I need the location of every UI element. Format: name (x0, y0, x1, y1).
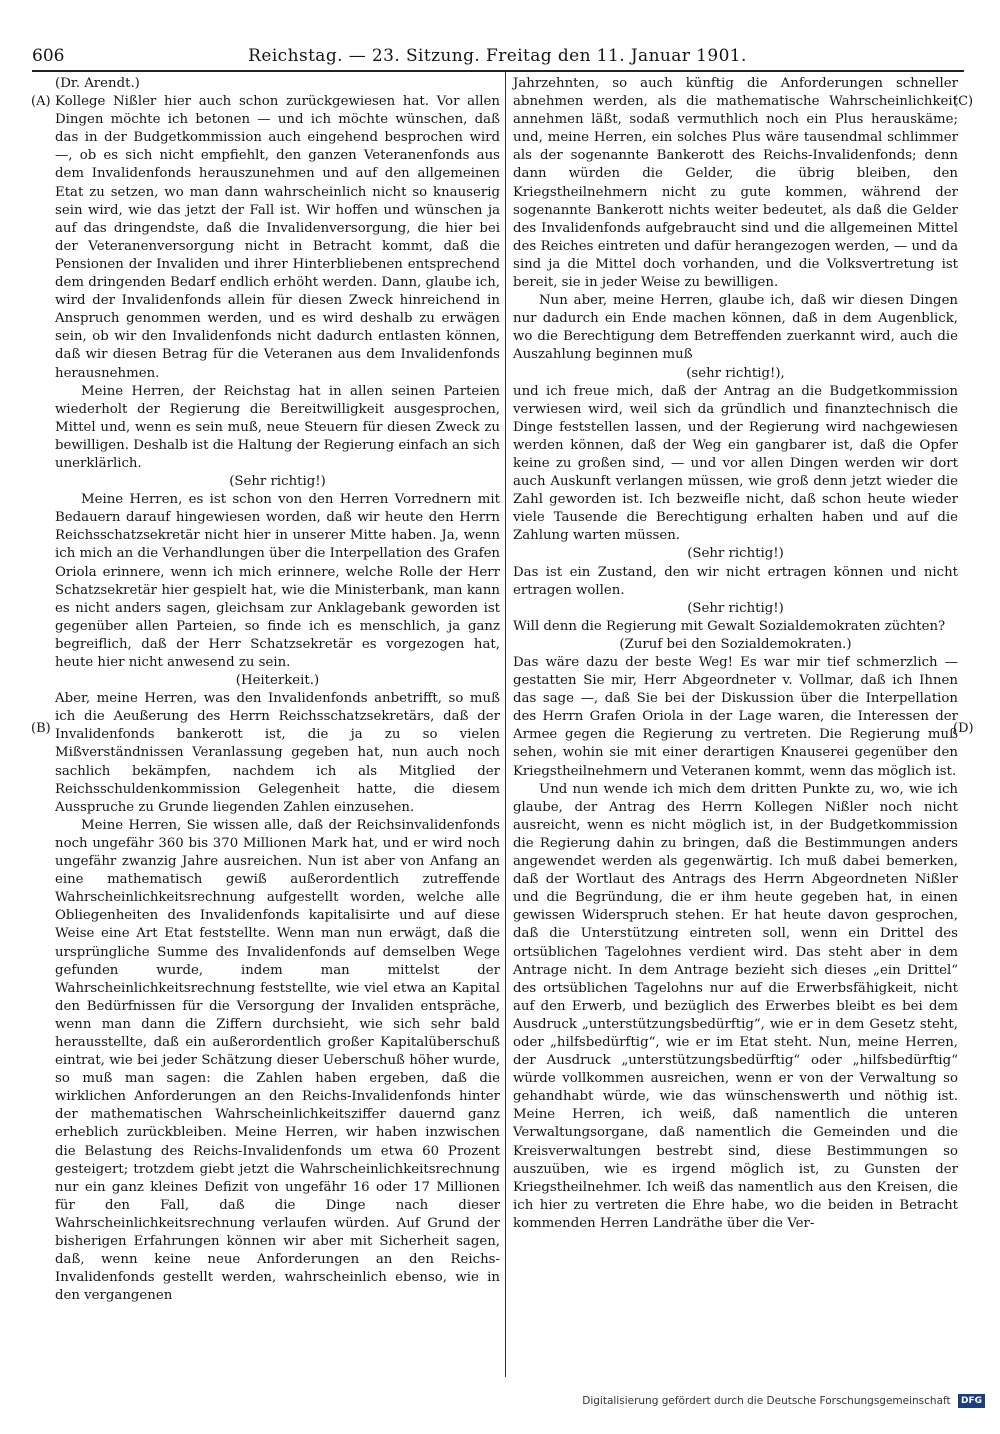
paragraph: Das ist ein Zustand, den wir nicht ertragen können und nicht ertragen wollen. (513, 564, 958, 598)
interjection: (Heiterkeit.) (235, 673, 320, 689)
credit-text: Digitalisierung gefördert durch die Deutsche Forschungsgemeinschaft (582, 1395, 951, 1407)
right-column (513, 75, 958, 1233)
left-column (55, 75, 500, 1305)
paragraph: Will denn die Regierung mit Gewalt Sozialdemokraten züchten? (513, 618, 946, 634)
paragraph: Aber, meine Herren, was den Invalidenfonds anbetrifft, so muß ich die Aeußerung des Herrn Reichsschatzsekretärs, daß der Invalidenfonds bankerott ist, die ja zu so vielen Mißverständnissen Veranlassung gegeben hat, nun auch noch sachlich bekämpfen, nachdem ich als Mitglied der Reichsschuldenkommission Gelegenheit hatte, die diesem Ausspruche zu Grunde liegenden Zahlen einzusehen. (55, 691, 500, 815)
page-header (30, 43, 965, 69)
interjection: (Sehr richtig!) (229, 474, 326, 490)
interjection: (Sehr richtig!) (687, 546, 784, 562)
margin-mark-a: (A) (31, 94, 51, 109)
margin-mark-c: (C) (953, 94, 974, 109)
paragraph: Meine Herren, es ist schon von den Herren Vorrednern mit Bedauern darauf hingewiesen worden, daß wir heute den Herrn Reichsschatzsekretär nicht hier in unserer Mitte haben. Ja, wenn ich mich an die Verhandlungen über die Interpellation des Grafen Oriola erinnere, wenn ich mich erinnere, welche Rolle der Herr Schatzsekretär hier gespielt hat, wie die Ministerbank, man kann es nicht anders sagen, gleichsam zur Anklagebank geworden ist gegenüber allen Parteien, so finde ich es menschlich, ja ganz begreiflich, daß der Herr Schatzsekretär es vorgezogen hat, heute hier nicht anwesend zu sein. (55, 492, 500, 670)
dfg-logo: DFG (958, 1394, 985, 1408)
margin-mark-b: (B) (31, 721, 51, 736)
paragraph: Meine Herren, Sie wissen alle, daß der Reichsinvalidenfonds noch ungefähr 360 bis 370 Millionen Mark hat, und er wird noch ungefähr zwanzig Jahre ausreichen. Nun ist aber von Anfang an eine mathematisch gewiß außerordentlich zutreffende Wahrscheinlichkeitsrechnung aufgestellt worden, welche alle Obliegenheiten des Invalidenfonds kapitalisirte und auf diese Weise eine Art Etat feststellte. Wenn man nun erwägt, daß die ursprüngliche Summe des Invalidenfonds auf demselben Wege gefunden wurde, indem man mittelst der Wahrscheinlichkeitsrechnung feststellte, wie viel etwa an Kapital den Bedürfnissen für die Versorgung der Invaliden entspräche, wenn man dann die Ziffern durchsieht, wie sich sehr bald herausstellte, daß ein außerordentlich großer Kapitalüberschuß eintrat, wie bei jeder Schätzung dieser Ueberschuß höher wurde, so muß man sagen: die Zahlen haben ergeben, daß die wirklichen Anforderungen an den Reichs-Invalidenfonds hinter der mathematischen Wahrscheinlichkeitsziffer dauernd ganz erheblich zurückbleiben. Meine Herren, wir haben inzwischen die Belastung des Reichs-Invalidenfonds um etwa 60 Prozent gesteigert; trotzdem giebt jetzt die Wahrscheinlichkeitsrechnung nur ein ganz kleines Defizit von ungefähr 16 oder 17 Millionen für den Fall, daß die Dinge nach dieser Wahrscheinlichkeitsrechnung verlaufen würden. Auf Grund der bisherigen Erfahrungen können wir aber mit Sicherheit sagen, daß, wenn keine neue Anforderungen an den Reichs-Invalidenfonds gestellt werden, wahrscheinlich ebenso, wie in den vergangenen (55, 817, 500, 1304)
paragraph: Und nun wende ich mich dem dritten Punkte zu, wo, wie ich glaube, der Antrag des Herrn Kollegen Nißler noch nicht ausreicht, wenn es nicht möglich ist, in der Budgetkommission die Regierung dahin zu bringen, daß die Bestimmungen anders angewendet werden als gegenwärtig. Ich muß dabei bemerken, daß der Wortlaut des Antrags des Herrn Abgeordneten Nißler und die Begründung, die er ihm heute gegeben hat, in einen gewissen Widerspruch stehen. Er hat heute davon gesprochen, daß die Unterstützung eintreten soll, wenn ein Drittel des ortsüblichen Tagelohnes verdient wird. Das steht aber in dem Antrage nicht. In dem Antrage bezieht sich dieses „ein Drittel“ des ortsüblichen Tagelohns nur auf die Erwerbsfähigkeit, nicht auf den Erwerb, und bezüglich des Erwerbes bleibt es bei dem Ausdruck „unterstützungsbedürftig“, wie er in dem Gesetz steht, oder „hilfsbedürftig“, wie er im Etat steht. Nun, meine Herren, der Ausdruck „unterstützungsbedürftig“ oder „hilfsbedürftig“ würde vollkommen ausreichen, wenn er von der Verwaltung so gehandhabt würde, wie das wünschenswerth und nöthig ist. Meine Herren, ich weiß, daß namentlich die unteren Verwaltungsorgane, daß namentlich die Gemeinden und die Kreisverwaltungen bestrebt sind, diese Bestimmungen so auszuüben, wie es irgend möglich ist, zu Gunsten der Kriegstheilnehmer. Ich weiß das namentlich aus den Kreisen, die ich hier zu vertreten die Ehre habe, wo die beiden in Betracht kommenden Herren Landräthe über die Ver- (513, 781, 958, 1231)
paragraph: Kollege Nißler hier auch schon zurückgewiesen hat. Vor allen Dingen möchte ich betonen — und ich möchte wünschen, daß das in der Budgetkommission auch eingehend besprochen wird —, ob es sich nicht empfiehlt, den ganzen Veteranenfonds aus dem Invalidenfonds herauszunehmen und auf den allgemeinen Etat zu setzen, wo man dann wahrscheinlich nicht so knauserig sein wird, wie das jetzt der Fall ist. Wir hoffen und wünschen ja auf das dringendste, daß die Invalidenversorgung, die hier bei der Veteranenversorgung nicht in Betracht kommt, daß die Pensionen der Invaliden und ihrer Hinterbliebenen entsprechend dem dringenden Bedarf endlich erhöht werden. Dann, glaube ich, wird der Invalidenfonds allein für diesen Zweck hinreichend in Anspruch genommen werden, und es wird deshalb zu erwägen sein, ob wir den Invalidenfonds nicht dadurch entlasten können, daß wir diesen Betrag für die Veteranen aus dem Invalidenfonds herausnehmen. (55, 94, 500, 381)
paragraph: Das wäre dazu der beste Weg! Es war mir tief schmerzlich — gestatten Sie mir, Herr Abgeordneter v. Vollmar, daß ich Ihnen das sage —, daß Sie bei der Diskussion über die Interpellation des Herrn Grafen Oriola in der Lage waren, die Interessen der Armee gegen die Regierung zu vertreten. Die Regierung muß sehen, wohin sie mit einer derartigen Knauserei gegenüber den Kriegstheilnehmern und Veteranen kommt, wenn das möglich ist. (513, 655, 958, 779)
paragraph: Nun aber, meine Herren, glaube ich, daß wir diesen Dingen nur dadurch ein Ende machen können, daß in dem Augenblick, wo die Berechtigung dem Betreffenden zuerkannt wird, auch die Auszahlung beginnen muß (513, 293, 958, 363)
page-number: 606 (32, 46, 65, 66)
interjection: (sehr richtig!), (686, 365, 785, 381)
header-rule (32, 70, 964, 72)
column-divider (505, 72, 506, 1377)
running-title: Reichstag. — 23. Sitzung. Freitag den 11. Januar 1901. (248, 46, 747, 66)
interjection: (Zuruf bei den Sozialdemokraten.) (619, 636, 852, 652)
margin-mark-d: (D) (953, 721, 974, 736)
paragraph: und ich freue mich, daß der Antrag an die Budgetkommission verwiesen wird, weil sich da gründlich und finanztechnisch die Dinge feststellen lassen, und der Regierung wird nachgewiesen werden können, daß der Weg ein gangbarer ist, daß die Opfer keine zu großen sind, — und vor allen Dingen werden wir dort auch Auskunft verlangen müssen, wie groß denn jetzt wieder die Zahl geworden ist. Ich bezweifle nicht, daß schon heute wieder viele Tausende die Berechtigung erhalten haben und auf die Zahlung warten müssen. (513, 383, 958, 544)
paragraph: Jahrzehnten, so auch künftig die Anforderungen schneller abnehmen werden, als die mathematische Wahrscheinlichkeit annehmen läßt, sodaß vermuthlich noch ein Plus herauskäme; und, meine Herren, ein solches Plus wäre tausendmal schlimmer als der sogenannte Bankerott des Reichs-Invalidenfonds; denn dann würden die Gelder, die übrig bleiben, den Kriegstheilnehmern nicht zu gute kommen, während der sogenannte Bankerott nichts weiter bedeutet, als daß die Gelder des Invalidenfonds aufgebraucht sind und die allgemeinen Mittel des Reiches eintreten und dafür herangezogen werden, — und da sind ja die Mittel doch vorhanden, und die Volksvertretung ist bereit, sie in jeder Weise zu bewilligen. (513, 76, 958, 291)
paragraph: Meine Herren, der Reichstag hat in allen seinen Parteien wiederholt der Regierung die Bereitwilligkeit ausgesprochen, Mittel und, wenn es sein muß, neue Steuern für diesen Zweck zu bewilligen. Deshalb ist die Haltung der Regierung einfach an sich unerklärlich. (55, 383, 500, 471)
digitization-credit (560, 1392, 985, 1410)
speaker-label: (Dr. Arendt.) (55, 76, 140, 91)
interjection: (Sehr richtig!) (687, 600, 784, 616)
